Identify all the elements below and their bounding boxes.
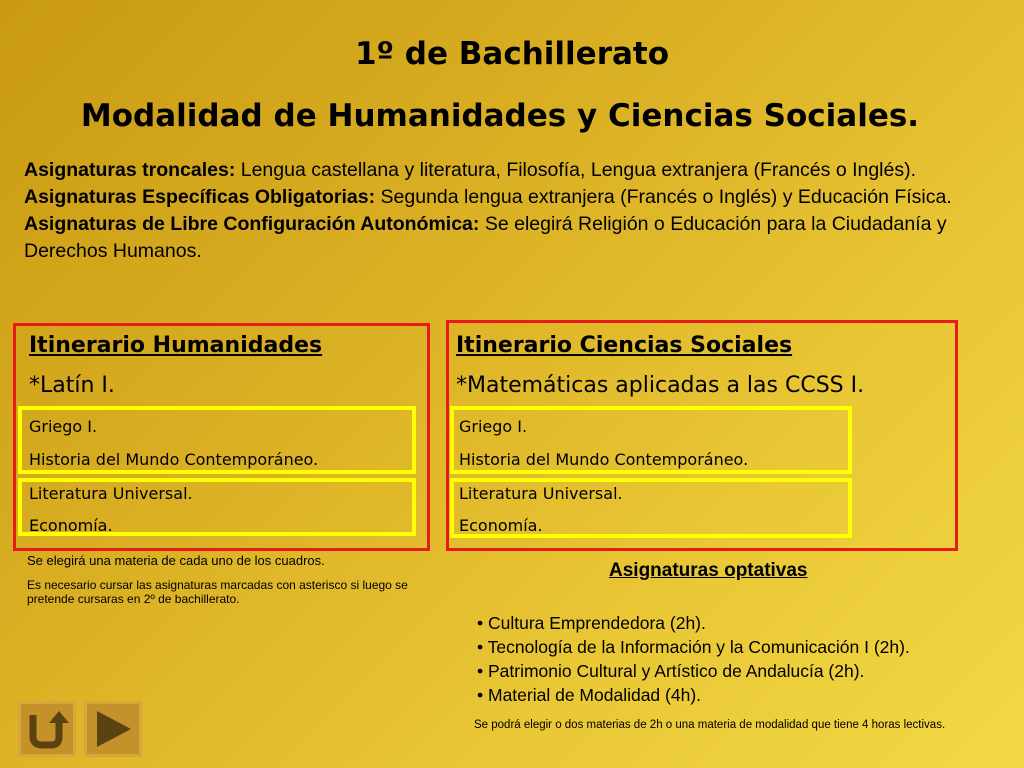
page-subtitle: Modalidad de Humanidades y Ciencias Sociales. [80, 98, 920, 134]
next-button[interactable] [84, 701, 142, 757]
itinerario-ccss-title: Itinerario Ciencias Sociales [456, 333, 793, 358]
libre-text: Se elegirá Religión o Educación para la Ciudadanía y Derechos Humanos. [24, 213, 947, 262]
optativa-item: • Patrimonio Cultural y Artístico de Andalucía (2h). [477, 661, 865, 681]
return-arrow-icon [25, 707, 69, 751]
page-title: 1º de Bachillerato [354, 36, 670, 72]
ccss-required-subject: *Matemáticas aplicadas a las CCSS I. [456, 373, 865, 398]
especificas-label: Asignaturas Específicas Obligatorias: [24, 186, 376, 208]
optativa-item: • Material de Modalidad (4h). [477, 685, 702, 705]
troncales-paragraph [24, 157, 999, 184]
troncales-label: Asignaturas troncales: [24, 159, 236, 181]
optativas-note: Se podrá elegir o dos materias de 2h o una materia de modalidad que tiene 4 horas lectivas. [474, 719, 946, 731]
ccss-group2-item: Economía. [459, 516, 543, 535]
ccss-group2-item: Literatura Universal. [459, 484, 623, 503]
especificas-text: Segunda lengua extranjera (Francés o Inglés) y Educación Física. [375, 186, 952, 208]
optativa-item: • Tecnología de la Información y la Comunicación I (2h). [477, 637, 910, 657]
especificas-paragraph [24, 184, 999, 211]
necessary-note: Es necesario cursar las asignaturas marcadas con asterisco si luego se pretende cursaras en 2º de bachillerato. [27, 578, 408, 606]
libre-label: Asignaturas de Libre Configuración Autonómica: [24, 213, 480, 235]
humanidades-group1-item: Historia del Mundo Contemporáneo. [29, 450, 319, 469]
optativas-list [477, 611, 997, 707]
intro-block [24, 157, 999, 265]
troncales-text: Lengua castellana y literatura, Filosofía, Lengua extranjera (Francés o Inglés). [235, 159, 917, 181]
itinerario-humanidades-title: Itinerario Humanidades [29, 333, 323, 358]
optativas-title: Asignaturas optativas [609, 560, 808, 581]
choose-note: Se elegirá una materia de cada uno de los cuadros. [27, 553, 325, 568]
ccss-group1-item: Griego I. [459, 417, 528, 436]
humanidades-group2-item: Literatura Universal. [29, 484, 193, 503]
ccss-group1-item: Historia del Mundo Contemporáneo. [459, 450, 749, 469]
humanidades-required-subject: *Latín I. [29, 373, 115, 398]
humanidades-group2-item: Economía. [29, 516, 113, 535]
optativa-item: • Cultura Emprendedora (2h). [477, 613, 706, 633]
libre-paragraph [24, 211, 999, 265]
back-button[interactable] [18, 701, 76, 757]
play-triangle-icon [91, 707, 135, 751]
humanidades-group1-item: Griego I. [29, 417, 98, 436]
